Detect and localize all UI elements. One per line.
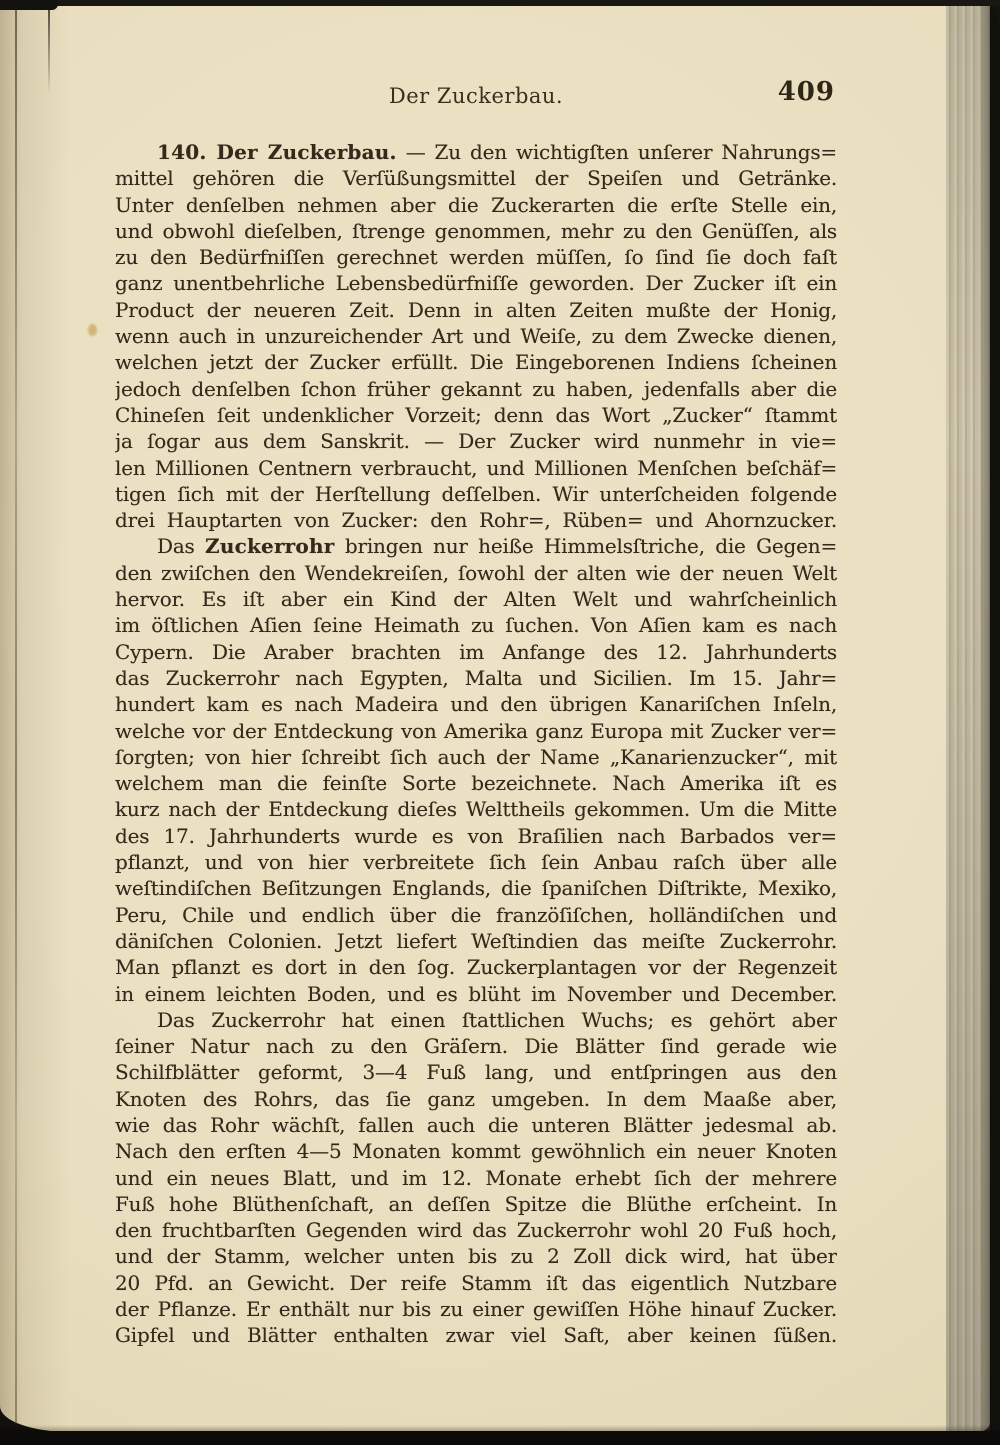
text-line: Chineſen ſeit undenklicher Vorzeit; denn das Wort „Zucker“ ſtammt [115,402,837,427]
text-line: den zwiſchen den Wendekreiſen, ſowohl der alten wie der neuen Welt [115,560,837,585]
text-line: welchen jetzt der Zucker erfüllt. Die Eingeborenen Indiens ſcheinen [115,350,837,375]
running-head [115,77,837,111]
text-line: und der Stamm, welcher unten bis zu 2 Zoll dick wird, hat über [115,1244,837,1269]
text-line: Man pflanzt es dort in den ſog. Zuckerplantagen vor der Regenzeit [115,955,837,980]
page-crease-top [48,5,50,95]
page-number: 409 [777,77,835,107]
scan-bottom-edge [0,1431,1000,1445]
text-line: Schilfblätter geformt, 3—4 Fuß lang, und entſpringen aus den [115,1060,837,1085]
text-line: welchem man die feinſte Sorte bezeichnete. Nach Amerika iſt es [115,771,837,796]
text-line: tigen ſich mit der Herſtellung deſſelben. Wir unterſcheiden folgende [115,481,837,506]
running-title: Der Zuckerbau. [388,84,564,108]
body-text [115,139,837,1349]
text-segment: bringen nur heiße Himmelsſtriche, die Gegen= [334,534,837,559]
text-line: 20 Pfd. an Gewicht. Der reife Stamm iſt das eigentlich Nutzbare [115,1270,837,1295]
section-heading: 140. Der Zuckerbau. [157,140,397,164]
text-line [115,139,837,165]
text-line: das Zuckerrohr nach Egypten, Malta und Sicilien. Im 15. Jahr= [115,665,837,690]
text-line: des 17. Jahrhunderts wurde es von Braſilien nach Barbados ver= [115,823,837,848]
text-line: ja ſogar aus dem Sanskrit. — Der Zucker wird nunmehr in vie= [115,429,837,454]
text-line: und obwohl dieſelben, ſtrenge genommen, mehr zu den Genüſſen, als [115,218,837,243]
text-line: len Millionen Centnern verbraucht, und Millionen Menſchen beſchäf= [115,455,837,480]
text-line: Knoten des Rohrs, das ſie ganz umgeben. In dem Maaße aber, [115,1086,837,1111]
text-line: hundert kam es nach Madeira und den übrigen Kanariſchen Inſeln, [115,692,837,717]
scan-top-edge [0,0,1000,6]
text-segment: — Zu den wichtigſten unſerer Nahrungs= [396,140,837,164]
text-line: wie das Rohr wächſt, fallen auch die unteren Blätter jedesmal ab. [115,1112,837,1137]
text-line: Gipfel und Blätter enthalten zwar viel Saft, aber keinen ſüßen. [115,1323,837,1348]
text-line: mittel gehören die Verſüßungsmittel der Speiſen und Getränke. [115,166,837,191]
paragraph-1 [115,139,837,533]
text-line: welche vor der Entdeckung von Amerika ganz Europa mit Zucker ver= [115,718,837,743]
paper-stain [88,324,97,336]
text-line: und ein neues Blatt, und im 12. Monate erhebt ſich der mehrere [115,1165,837,1190]
text-line: däniſchen Colonien. Jetzt liefert Weſtindien das meiſte Zuckerrohr. [115,928,837,953]
paragraph-2 [115,533,837,1006]
text-line: Fuß hohe Blüthenſchaft, an deſſen Spitze die Blüthe erſcheint. In [115,1191,837,1216]
book-fore-edge [946,5,990,1432]
text-line: Peru, Chile und endlich über die franzöſiſchen, holländiſchen und [115,902,837,927]
paragraph-3 [115,1007,837,1349]
text-line: Unter denſelben nehmen aber die Zuckerarten die erſte Stelle ein, [115,192,837,217]
text-line: ganz unentbehrliche Lebensbedürfniſſe geworden. Der Zucker iſt ein [115,271,837,296]
scan-top-left-edge [0,0,58,10]
text-line: der Pflanze. Er enthält nur bis zu einer gewiſſen Höhe hinauf Zucker. [115,1297,837,1322]
text-line: den fruchtbarſten Gegenden wird das Zuckerrohr wohl 20 Fuß hoch, [115,1218,837,1243]
text-line: im öſtlichen Aſien ſeine Heimath zu ſuchen. Von Aſien kam es nach [115,613,837,638]
text-segment: Das [157,534,206,559]
text-line: ſeiner Natur nach zu den Gräſern. Die Blätter ſind gerade wie [115,1034,837,1059]
page-crease [15,5,17,1424]
text-line: kurz nach der Entdeckung dieſes Welttheils gekommen. Um die Mitte [115,797,837,822]
text-line [115,533,837,559]
book-page [0,5,990,1432]
text-line: ſorgten; von hier ſchreibt ſich auch der Name „Kanarienzucker“, mit [115,744,837,769]
text-line: in einem leichten Boden, und es blüht im November und December. [115,981,837,1006]
text-line: Nach den erſten 4—5 Monaten kommt gewöhnlich ein neuer Knoten [115,1139,837,1164]
text-line: Das Zuckerrohr hat einen ſtattlichen Wuchs; es gehört aber [157,1007,837,1032]
text-line: pflanzt, und von hier verbreitete ſich ſein Anbau raſch über alle [115,850,837,875]
text-line: Cypern. Die Araber brachten im Anfange des 12. Jahrhunderts [115,639,837,664]
text-line: hervor. Es iſt aber ein Kind der Alten Welt und wahrſcheinlich [115,587,837,612]
text-line: weſtindiſchen Beſitzungen Englands, die ſpaniſchen Diſtrikte, Mexiko, [115,876,837,901]
text-line: zu den Bedürfniſſen gerechnet werden müſſen, ſo ſind ſie doch faſt [115,245,837,270]
fore-edge-shadow [978,5,990,1432]
page-content [115,77,837,1349]
text-line: wenn auch in unzureichender Art und Weiſe, zu dem Zwecke dienen, [115,324,837,349]
text-line: Product der neueren Zeit. Denn in alten Zeiten mußte der Honig, [115,297,837,322]
keyword-zuckerrohr: Zuckerrohr [205,534,335,559]
binding-gutter-shade [0,5,70,1432]
text-line: jedoch denſelben ſchon früher gekannt zu haben, jedenfalls aber die [115,376,837,401]
text-line: drei Hauptarten von Zucker: den Rohr=, Rüben= und Ahornzucker. [115,508,837,533]
